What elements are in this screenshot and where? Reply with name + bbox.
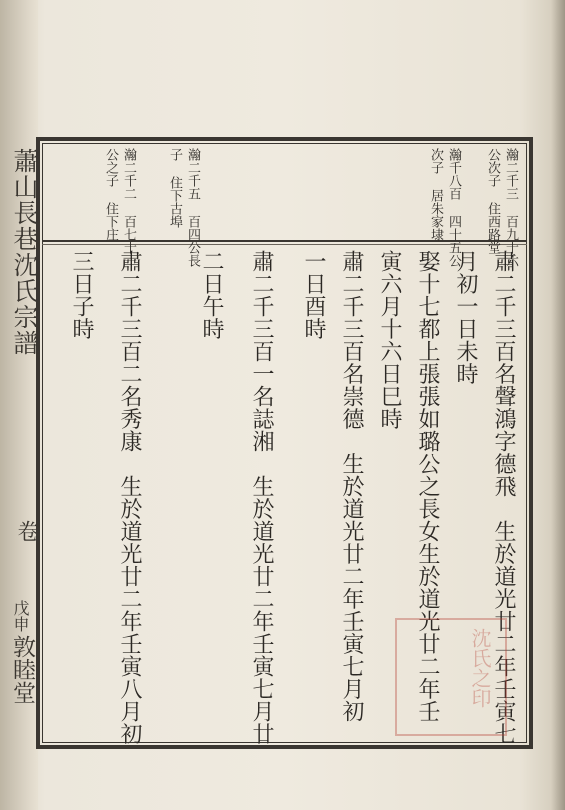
note-lineage-1b: 公次子 住西路堂 [485, 148, 500, 254]
page-edge [551, 0, 565, 810]
note-lineage-2a: 瀚千八百 四十五公 [446, 148, 461, 267]
margin-book-title: 蕭山長巷沈氏宗譜 [10, 148, 39, 356]
note-lineage-3b: 子 住下古埠 [167, 148, 182, 228]
note-lineage-4a: 瀚二千二 百七十一 [121, 148, 136, 267]
seal-text: 沈氏之印 [468, 628, 492, 708]
note-lineage-4b: 公之子 住下庄 [103, 148, 118, 241]
red-seal-stamp [395, 618, 507, 736]
note-lineage-2b: 次子 居朱家埭 [428, 148, 443, 241]
entry-column-10: 三日子時 [69, 250, 94, 340]
note-lineage-1a: 瀚二千三 百九十六 [503, 148, 518, 267]
entry-column-9: 肅二千三百二名秀康 生於道光廿二年壬寅八月初 [117, 250, 142, 745]
entry-column-4: 寅六月十六日巳時 [377, 250, 402, 430]
margin-cyclic-year: 戊申 [11, 600, 30, 632]
entry-column-7: 肅二千三百一名誌湘 生於道光廿二年壬寅七月廿 [249, 250, 274, 745]
entry-column-8: 二日午時 [199, 250, 224, 340]
entry-column-2: 月初一日未時 [453, 250, 478, 385]
entry-column-6: 一日酉時 [301, 250, 326, 340]
entry-column-1: 肅二千三百名聲鴻字德飛 生於道光廿二年壬寅七 [491, 250, 516, 745]
margin-hall-name: 敦睦堂 [9, 635, 35, 704]
entry-column-3: 娶十七都上張張如璐公之長女生於道光廿二年壬 [415, 250, 440, 723]
entry-column-5: 肅二千三百名崇德 生於道光廿二年壬寅七月初 [339, 250, 364, 723]
note-lineage-3a: 瀚二千五 百四公長 [185, 148, 200, 267]
margin-volume: 卷 [14, 520, 39, 542]
